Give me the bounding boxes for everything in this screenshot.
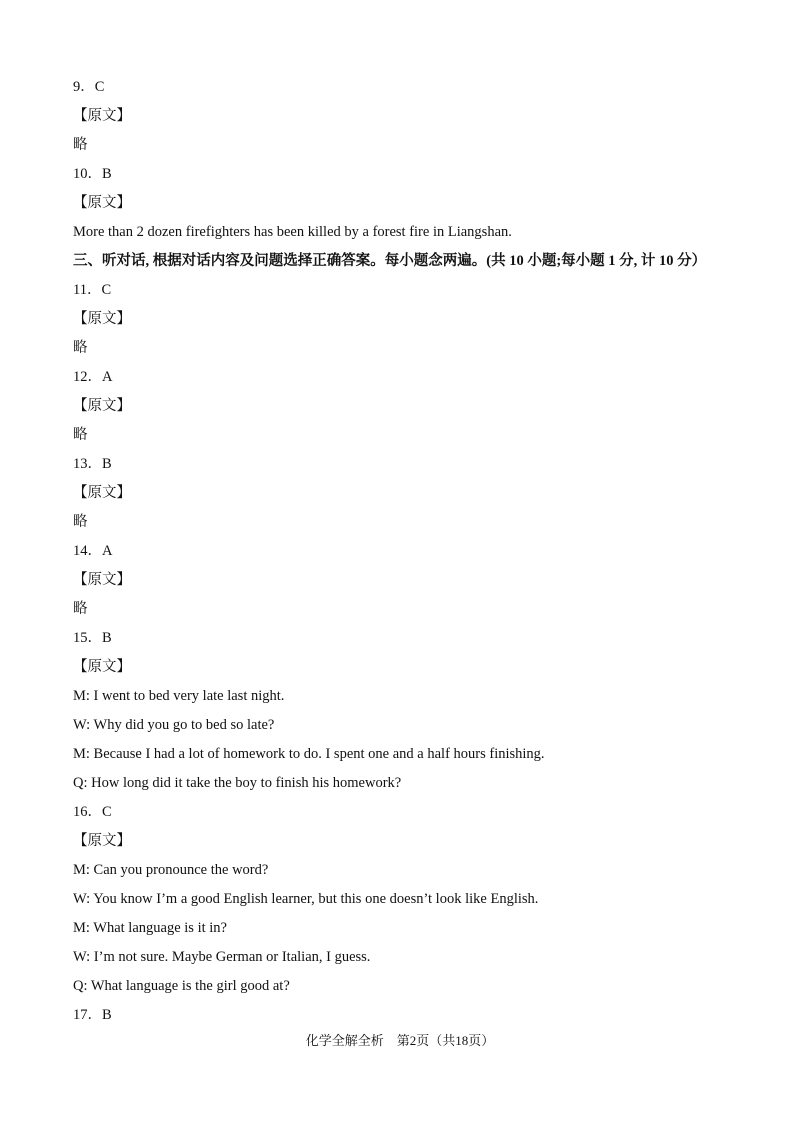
source-tag: 【原文】: [73, 195, 131, 211]
answer-line: 11．C: [73, 282, 112, 298]
answer-line: 9．C: [73, 79, 105, 95]
text-line: M: I went to bed very late last night.: [73, 688, 285, 704]
text-line: 略: [73, 340, 88, 356]
source-tag: 【原文】: [73, 485, 131, 501]
text-line: 略: [73, 601, 88, 617]
page-footer: 化学全解全析 第2页（共18页）: [305, 1033, 495, 1048]
answer-line: 13．B: [73, 456, 112, 472]
source-tag: 【原文】: [73, 572, 131, 588]
source-tag: 【原文】: [73, 659, 131, 675]
text-line: 略: [73, 137, 88, 153]
answer-line: 14．A: [73, 543, 113, 559]
source-tag: 【原文】: [73, 108, 131, 124]
answer-line: 12．A: [73, 369, 113, 385]
answer-line: 10．B: [73, 166, 112, 182]
text-line: M: What language is it in?: [73, 920, 227, 936]
answer-line: 17．B: [73, 1007, 112, 1023]
text-line: 略: [73, 514, 88, 530]
text-line: M: Because I had a lot of homework to do. I spent one and a half hours finishing.: [73, 746, 545, 762]
text-line: 略: [73, 427, 88, 443]
text-line: W: Why did you go to bed so late?: [73, 717, 275, 733]
text-line: Q: What language is the girl good at?: [73, 978, 290, 994]
answer-line: 16．C: [73, 804, 112, 820]
section-heading: 三、听对话, 根据对话内容及问题选择正确答案。每小题念两遍。(共 10 小题;每小题 1 分, 计 10 分）: [73, 253, 707, 269]
source-tag: 【原文】: [73, 833, 131, 849]
text-line: W: I’m not sure. Maybe German or Italian, I guess.: [73, 949, 371, 965]
document-body: [73, 76, 733, 1033]
text-line: Q: How long did it take the boy to finish his homework?: [73, 775, 402, 791]
text-line: More than 2 dozen firefighters has been killed by a forest fire in Liangshan.: [73, 224, 512, 240]
text-line: M: Can you pronounce the word?: [73, 862, 269, 878]
source-tag: 【原文】: [73, 398, 131, 414]
text-line: W: You know I’m a good English learner, but this one doesn’t look like English.: [73, 891, 539, 907]
source-tag: 【原文】: [73, 311, 131, 327]
answer-line: 15．B: [73, 630, 112, 646]
